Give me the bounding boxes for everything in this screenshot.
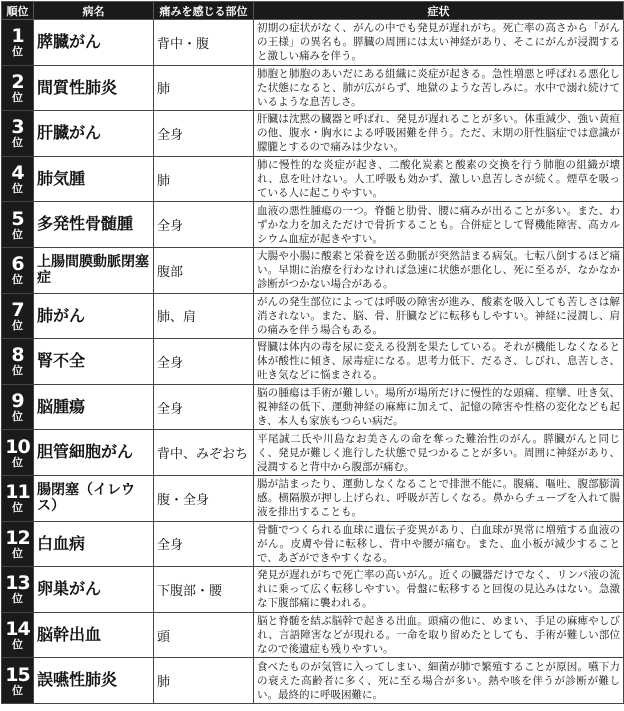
disease-name: 膵臓がん [34, 20, 154, 66]
symptoms-text: 肺胞と肺胞のあいだにある組織に炎症が起きる。急性増悪と呼ばれる悪化した状態になると、肺が広がらず、地獄のような苦しみに。水中で溺れ続けているような息苦しさ。 [254, 65, 624, 111]
pain-part: 腹部 [154, 247, 254, 293]
table-row [2, 475, 624, 521]
rank-cell [2, 658, 34, 704]
rank-cell [2, 156, 34, 202]
disease-name: 多発性骨髄腫 [34, 202, 154, 248]
rank-unit: 位 [12, 546, 23, 560]
table-row [2, 65, 624, 111]
symptoms-text: 肝臓は沈黙の臓器と呼ばれ、発見が遅れることが多い。体重減少、強い黄疸の他、腹水・胸水による呼吸困難を伴う。ただ、末期の肝性脳症では意識が朦朧とするので痛みは少ない。 [254, 111, 624, 157]
rank-number: 15 [5, 663, 30, 686]
symptoms-text: 腎臓は体内の毒を尿に変える役割を果たしている。それが機能しなくなると体が酸性に傾き、尿毒症になる。思考力低下、だるさ、しびれ、息苦しさ、吐き気などに悩まされる。 [254, 339, 624, 385]
disease-name: 上腸間膜動脈閉塞症 [34, 247, 154, 293]
rank-cell [2, 293, 34, 339]
rank-number: 8 [11, 344, 24, 367]
pain-part: 背中、みぞおち [154, 430, 254, 476]
rank-cell [2, 430, 34, 476]
symptoms-text: 大腸や小腸に酸素と栄養を送る動脈が突然詰まる病気。七転八倒するほど痛い。早期に治療を行わなければ急速に状態が悪化し、死に至るが、なかなか診断がつかない場合がある。 [254, 247, 624, 293]
rank-cell [2, 202, 34, 248]
rank-number: 11 [5, 481, 30, 504]
symptoms-text: 腸が詰まったり、運動しなくなることで排泄不能に。腹痛、嘔吐、腹部膨満感。横隔膜が押し上げられ、呼吸が苦しくなる。鼻からチューブを入れて腸液を排出することも。 [254, 475, 624, 521]
pain-part: 肺 [154, 156, 254, 202]
pain-part: 全身 [154, 339, 254, 385]
rank-number: 5 [11, 207, 24, 230]
header-rank: 順位 [2, 2, 34, 20]
disease-name: 肝臓がん [34, 111, 154, 157]
symptoms-text: 食べたものが気管に入ってしまい、細菌が肺で繁殖することが原因。嚥下力の衰えた高齢者に多く、死に至る場合が多い。熱や咳を伴うが診断が難しい。最終的に呼吸困難に。 [254, 658, 624, 704]
header-disease: 病名 [34, 2, 154, 20]
rank-number: 2 [11, 70, 24, 93]
rank-unit: 位 [12, 273, 23, 287]
table-row [2, 202, 624, 248]
symptoms-text: 平尾誠二氏や川島なお美さんの命を奪った難治性のがん。膵臓がんと同じく、発見が難しく進行した状態で見つかることが多い。周囲に神経があり、浸潤すると背中から腹部が痛む。 [254, 430, 624, 476]
table-row [2, 20, 624, 66]
rank-number: 9 [11, 390, 24, 413]
symptoms-text: 血液の悪性腫瘍の一つ。脊髄と肋骨、腰に痛みが出ることが多い。また、わずかな力を加えただけで骨折することも。合併症として腎機能障害、高カルシウム血症が起きやすい。 [254, 202, 624, 248]
disease-name: 胆管細胞がん [34, 430, 154, 476]
pain-part: 背中・腹 [154, 20, 254, 66]
rank-number: 12 [5, 526, 30, 549]
symptoms-text: 脳の腫瘍は手術が難しい。場所が場所だけに慢性的な頭痛、痙攣、吐き気、視神経の低下、運動神経の麻痺に加えて、記憶の障害や性格の変化なども起き、本人も家族もつらい病だ。 [254, 384, 624, 430]
disease-name: 肺がん [34, 293, 154, 339]
rank-number: 3 [11, 116, 24, 139]
pain-part: 全身 [154, 202, 254, 248]
rank-cell [2, 612, 34, 658]
disease-name: 腎不全 [34, 339, 154, 385]
header-pain-part: 痛みを感じる部位 [154, 2, 254, 20]
rank-unit: 位 [12, 90, 23, 104]
rank-number: 7 [11, 298, 24, 321]
table-row [2, 430, 624, 476]
rank-cell [2, 384, 34, 430]
rank-unit: 位 [12, 318, 23, 332]
symptoms-text: 骨髄でつくられる血球に遺伝子変異があり、白血球が異常に増殖する血液のがん。皮膚や骨に転移し、背中や腰が痛む。また、血小板が減少することで、あざができやすくなる。 [254, 521, 624, 567]
pain-part: 下腹部・腰 [154, 567, 254, 613]
rank-cell [2, 339, 34, 385]
rank-cell [2, 65, 34, 111]
pain-part: 全身 [154, 384, 254, 430]
rank-cell [2, 247, 34, 293]
rank-number: 1 [11, 25, 24, 48]
table-row [2, 658, 624, 704]
table-row [2, 247, 624, 293]
disease-name: 間質性肺炎 [34, 65, 154, 111]
rank-unit: 位 [12, 227, 23, 241]
table-row [2, 384, 624, 430]
pain-part: 頭 [154, 612, 254, 658]
header-symptoms: 症状 [254, 2, 624, 20]
disease-pain-ranking-table [1, 1, 624, 704]
rank-cell [2, 20, 34, 66]
disease-name: 卵巣がん [34, 567, 154, 613]
disease-name: 肺気腫 [34, 156, 154, 202]
disease-name: 誤嚥性肺炎 [34, 658, 154, 704]
symptoms-text: 肺に慢性的な炎症が起き、二酸化炭素と酸素の交換を行う肺胞の組織が壊れ、息を吐けない。人工呼吸も効かず、激しい息苦しさが続く。煙草を吸っている人に起こりやすい。 [254, 156, 624, 202]
table-row [2, 156, 624, 202]
disease-name: 脳腫瘍 [34, 384, 154, 430]
rank-number: 6 [11, 253, 24, 276]
rank-unit: 位 [12, 638, 23, 652]
rank-unit: 位 [12, 364, 23, 378]
rank-unit: 位 [12, 410, 23, 424]
rank-cell [2, 475, 34, 521]
table-row [2, 293, 624, 339]
rank-unit: 位 [12, 592, 23, 606]
rank-number: 10 [5, 435, 30, 458]
rank-unit: 位 [12, 501, 23, 515]
rank-unit: 位 [12, 182, 23, 196]
rank-unit: 位 [12, 45, 23, 59]
pain-part: 肺、肩 [154, 293, 254, 339]
disease-name: 腸閉塞（イレウス） [34, 475, 154, 521]
rank-unit: 位 [12, 136, 23, 150]
table-row [2, 612, 624, 658]
symptoms-text: がんの発生部位によっては呼吸の障害が進み、酸素を吸入しても苦しさは解消されない。また、脳、骨、肝臓などに転移もしやすい。神経に浸潤し、肩の痛みを伴う場合もある。 [254, 293, 624, 339]
pain-part: 全身 [154, 111, 254, 157]
table-row [2, 567, 624, 613]
symptoms-text: 脳と脊髄を結ぶ脳幹で起きる出血。頭痛の他に、めまい、手足の麻痺やしびれ、言語障害などが現れる。一命を取り留めたとしても、手術が難しい部位なので後遺症も残りやすい。 [254, 612, 624, 658]
table-row [2, 111, 624, 157]
pain-part: 腹・全身 [154, 475, 254, 521]
rank-cell [2, 521, 34, 567]
table-row [2, 521, 624, 567]
pain-part: 肺 [154, 658, 254, 704]
rank-number: 14 [5, 618, 30, 641]
disease-name: 脳幹出血 [34, 612, 154, 658]
rank-cell [2, 567, 34, 613]
table-row [2, 339, 624, 385]
rank-unit: 位 [12, 455, 23, 469]
header-row [2, 2, 624, 20]
rank-cell [2, 111, 34, 157]
rank-number: 13 [5, 572, 30, 595]
rank-number: 4 [11, 162, 24, 185]
rank-unit: 位 [12, 683, 23, 697]
symptoms-text: 発見が遅れがちで死亡率の高いがん。近くの臓器だけでなく、リンパ液の流れに乗って広く転移しやすい。骨盤に転移すると回復の見込みはない。急激な下腹部痛に襲われる。 [254, 567, 624, 613]
disease-name: 白血病 [34, 521, 154, 567]
pain-part: 全身 [154, 521, 254, 567]
symptoms-text: 初期の症状がなく、がんの中でも発見が遅れがち。死亡率の高さから「がんの王様」の異名も。膵臓の周囲には太い神経があり、そこにがんが浸潤すると激しい痛みを伴う。 [254, 20, 624, 66]
pain-part: 肺 [154, 65, 254, 111]
